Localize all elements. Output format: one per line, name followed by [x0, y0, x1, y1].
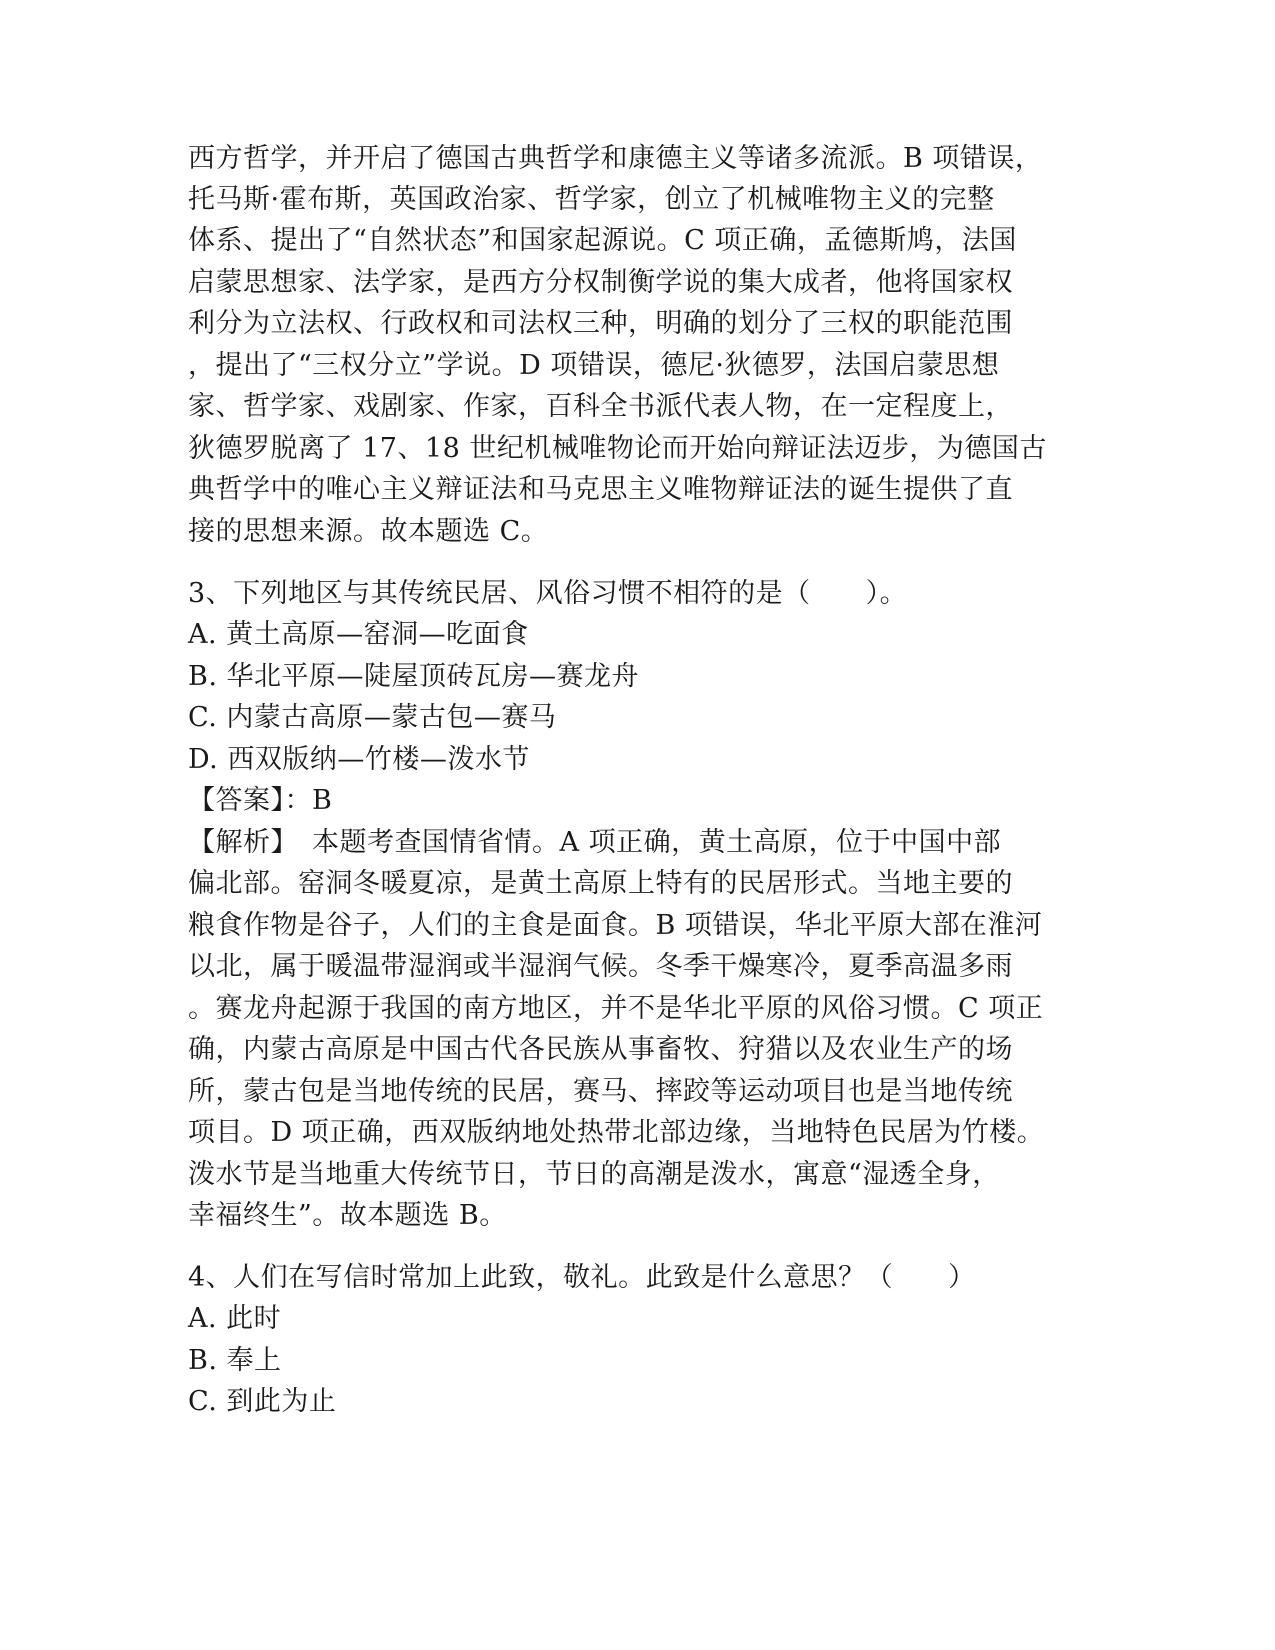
paragraph-line: 狄德罗脱离了 17、18 世纪机械唯物论而开始向辩证法迈步，为德国古 — [188, 433, 1047, 464]
question-3-analysis-line: 粮食作物是谷子，人们的主食是面食。B 项错误，华北平原大部在淮河 — [188, 910, 1043, 941]
paragraph-line: 典哲学中的唯心主义辩证法和马克思主义唯物辩证法的诞生提供了直 — [188, 474, 1013, 505]
question-3-option-c: C. 内蒙古高原—蒙古包—赛马 — [188, 702, 557, 733]
paragraph-line: 家、哲学家、戏剧家、作家，百科全书派代表人物，在一定程度上， — [188, 391, 1013, 422]
question-3-option-b: B. 华北平原—陡屋顶砖瓦房—赛龙舟 — [188, 661, 640, 692]
question-3-answer: 【答案】：B — [188, 785, 333, 816]
question-4-option-c: C. 到此为止 — [188, 1386, 337, 1417]
question-4-option-b: B. 奉上 — [188, 1345, 282, 1376]
question-3-analysis-line: 确，内蒙古高原是中国古代各民族从事畜牧、狩猎以及农业生产的场 — [188, 1034, 1013, 1065]
question-3-stem: 3、下列地区与其传统民居、风俗习惯不相符的是（ ）。 — [188, 578, 908, 609]
question-4-stem: 4、人们在写信时常加上此致，敬礼。此致是什么意思？（ ） — [188, 1262, 976, 1293]
question-3-analysis-line: 幸福终生”。故本题选 B。 — [188, 1200, 507, 1231]
question-3-analysis-line: 所，蒙古包是当地传统的民居，赛马、摔跤等运动项目也是当地传统 — [188, 1076, 1013, 1107]
paragraph-line: 西方哲学，并开启了德国古典哲学和康德主义等诸多流派。B 项错误， — [188, 143, 1043, 174]
question-3-analysis-line: 。赛龙舟起源于我国的南方地区，并不是华北平原的风俗习惯。C 项正 — [188, 993, 1044, 1024]
question-3-analysis-line: 项目。D 项正确，西双版纳地处热带北部边缘，当地特色民居为竹楼。 — [188, 1117, 1045, 1148]
paragraph-line: 接的思想来源。故本题选 C。 — [188, 516, 549, 547]
question-3-analysis-line: 【解析】 本题考查国情省情。A 项正确，黄土高原，位于中国中部 — [188, 827, 1002, 858]
paragraph-line: ，提出了“三权分立”学说。D 项错误，德尼·狄德罗，法国启蒙思想 — [188, 350, 1000, 381]
question-3-analysis-line: 泼水节是当地重大传统节日，节日的高潮是泼水，寓意“湿透全身， — [188, 1159, 1000, 1190]
paragraph-line: 启蒙思想家、法学家，是西方分权制衡学说的集大成者，他将国家权 — [188, 267, 1013, 298]
paragraph-line: 利分为立法权、行政权和司法权三种，明确的划分了三权的职能范围 — [188, 308, 1013, 339]
question-3-analysis-line: 以北，属于暖温带湿润或半湿润气候。冬季干燥寒冷，夏季高温多雨 — [188, 951, 1013, 982]
question-3-analysis-line: 偏北部。窑洞冬暖夏凉，是黄土高原上特有的民居形式。当地主要的 — [188, 868, 1013, 899]
question-4-option-a: A. 此时 — [188, 1303, 282, 1334]
question-3-option-a: A. 黄土高原—窑洞—吃面食 — [188, 619, 529, 650]
paragraph-line: 托马斯·霍布斯，英国政治家、哲学家，创立了机械唯物主义的完整 — [188, 184, 995, 215]
paragraph-line: 体系、提出了“自然状态”和国家起源说。C 项正确，孟德斯鸠，法国 — [188, 225, 1017, 256]
question-3-option-d: D. 西双版纳—竹楼—泼水节 — [188, 744, 530, 775]
